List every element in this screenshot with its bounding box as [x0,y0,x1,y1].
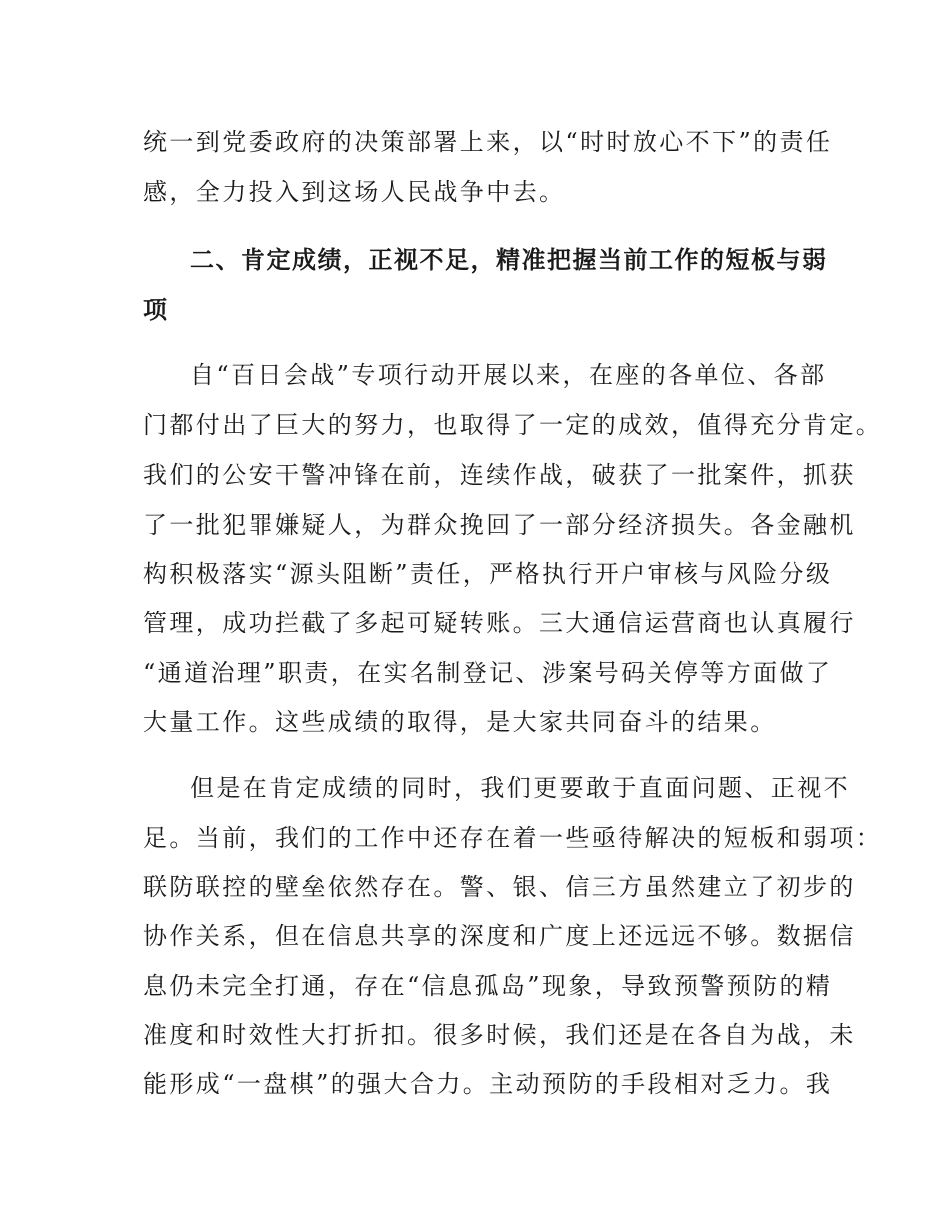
text-line: “通道治理”职责，在实名制登记、涉案号码关停等方面做了 [143,659,833,687]
text-line: 协作关系，但在信息共享的深度和广度上还远远不够。数据信 [143,922,856,950]
text-line: 能形成“一盘棋”的强大合力。主动预防的手段相对乏力。我 [143,1070,833,1098]
text-line: 足。当前，我们的工作中还存在着一些亟待解决的短板和弱项： [143,824,883,852]
text-line: 我们的公安干警冲锋在前，连续作战，破获了一批案件，抓获 [143,461,856,489]
heading-line: 项 [143,296,169,324]
text-line: 门都付出了巨大的努力，也取得了一定的成效，值得充分肯定。 [143,411,883,439]
text-line: 统一到党委政府的决策部署上来，以“时时放心不下”的责任 [143,128,833,156]
text-line: 构积极落实“源头阻断”责任，严格执行开户审核与风险分级 [143,560,833,588]
text-line: 息仍未完全打通，存在“信息孤岛”现象，导致预警预防的精 [143,972,833,1000]
text-line: 但是在肯定成绩的同时，我们更要敢于直面问题、正视不 [190,774,850,802]
text-line: 管理，成功拦截了多起可疑转账。三大通信运营商也认真履行 [143,609,856,637]
text-line: 大量工作。这些成绩的取得，是大家共同奋斗的结果。 [143,708,777,736]
text-line: 准度和时效性大打折扣。很多时候，我们还是在各自为战，未 [143,1021,856,1049]
text-line: 自“百日会战”专项行动开展以来，在座的各单位、各部 [190,361,827,389]
text-line: 联防联控的壁垒依然存在。警、银、信三方虽然建立了初步的 [143,873,856,901]
heading-line: 二、肯定成绩，正视不足，精准把握当前工作的短板与弱 [190,246,828,274]
text-line: 感，全力投入到这场人民战争中去。 [143,178,566,206]
text-line: 了一批犯罪嫌疑人，为群众挽回了一部分经济损失。各金融机 [143,511,856,539]
